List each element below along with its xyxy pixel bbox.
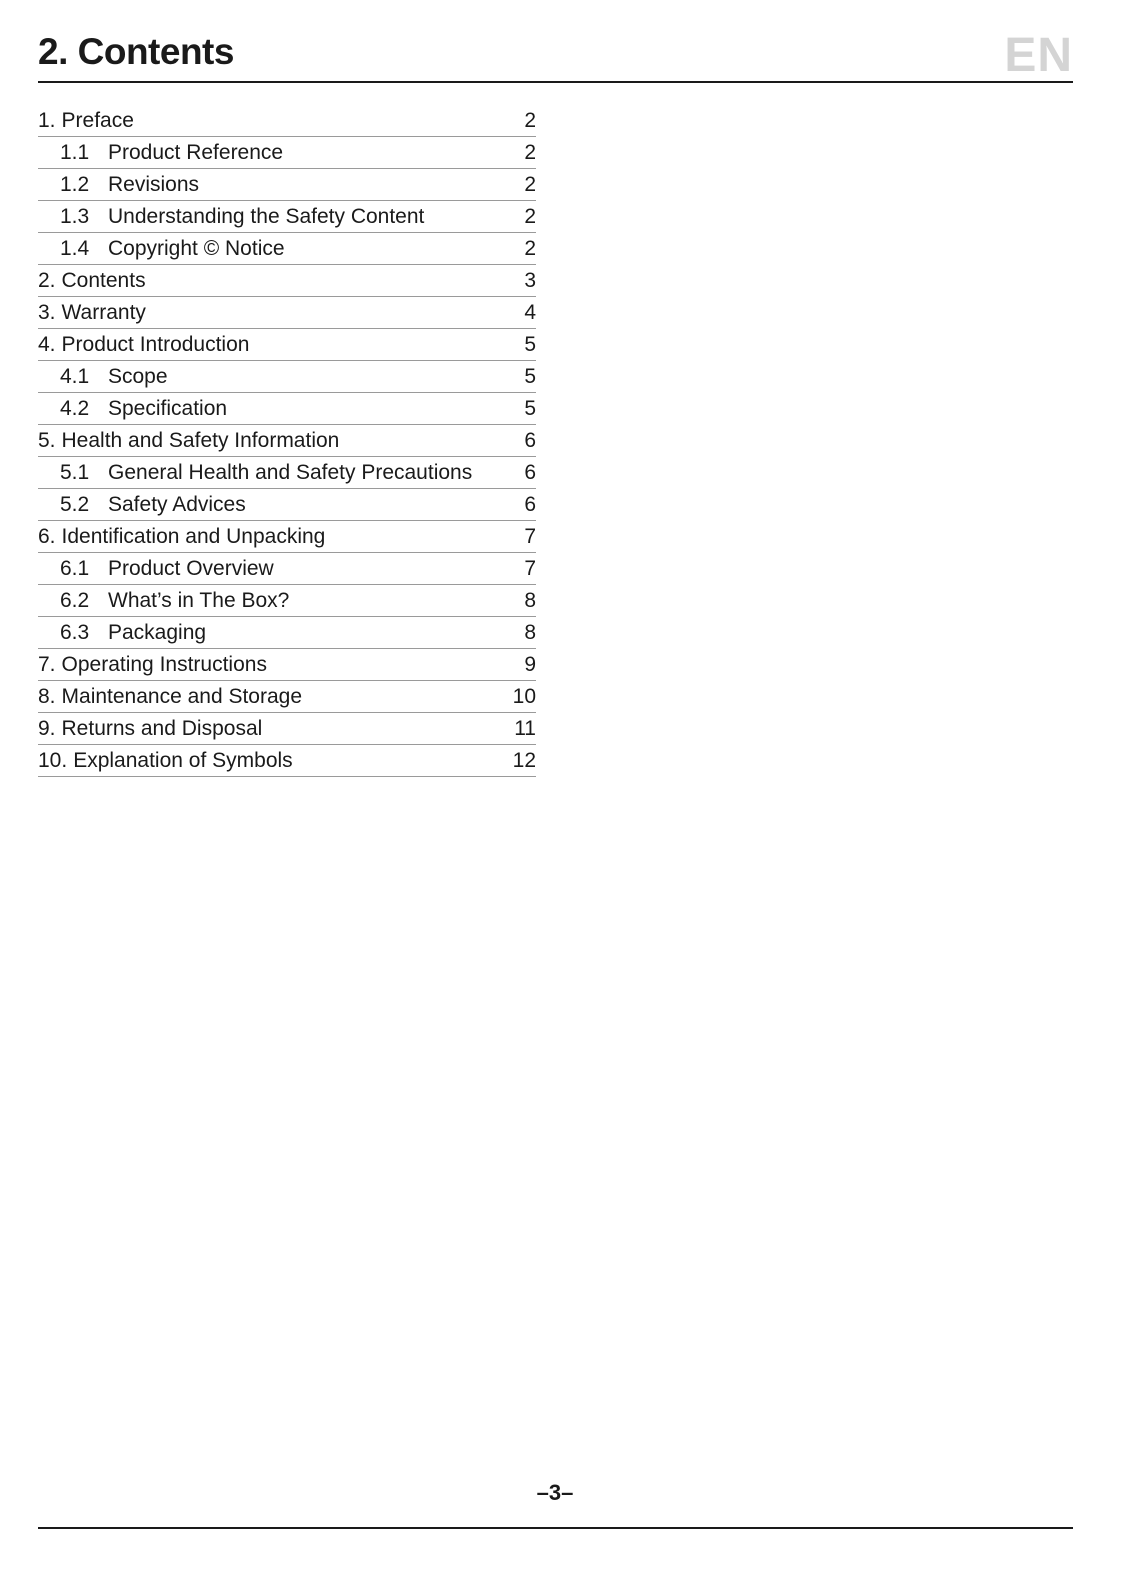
toc-entry-page: 10 xyxy=(512,685,536,708)
toc-entry-page: 5 xyxy=(524,333,536,356)
toc-entry-number: 5.1 xyxy=(60,461,90,484)
toc-entry-title: Understanding the Safety Content xyxy=(108,205,425,228)
toc-entry-page: 8 xyxy=(524,621,536,644)
toc-entry-3[interactable] xyxy=(38,297,536,329)
toc-entry-8[interactable] xyxy=(38,681,536,713)
toc-entry-number: 7. xyxy=(38,653,56,676)
toc-entry-number: 8. xyxy=(38,685,56,708)
toc-entry-number: 2. xyxy=(38,269,56,292)
toc-entry-title: Product Introduction xyxy=(61,333,250,356)
toc-entry-title: Explanation of Symbols xyxy=(73,749,293,772)
toc-entry-4-2[interactable] xyxy=(38,393,536,425)
toc-entry-number: 6. xyxy=(38,525,56,548)
toc-entry-6[interactable] xyxy=(38,521,536,553)
toc-entry-page: 9 xyxy=(524,653,536,676)
toc-entry-title: Returns and Disposal xyxy=(61,717,263,740)
toc-entry-number: 3. xyxy=(38,301,56,324)
toc-entry-page: 4 xyxy=(524,301,536,324)
toc-entry-page: 7 xyxy=(524,525,536,548)
toc-entry-page: 6 xyxy=(524,429,536,452)
toc-entry-title: Product Reference xyxy=(108,141,284,164)
toc-entry-title: Packaging xyxy=(108,621,207,644)
toc-entry-9[interactable] xyxy=(38,713,536,745)
toc-entry-5[interactable] xyxy=(38,425,536,457)
footer-divider xyxy=(38,1527,1073,1529)
language-badge: EN xyxy=(1004,29,1073,82)
toc-entry-title: Scope xyxy=(108,365,168,388)
toc-entry-title: Product Overview xyxy=(108,557,274,580)
toc-entry-page: 7 xyxy=(524,557,536,580)
toc-entry-5-1[interactable] xyxy=(38,457,536,489)
toc-entry-6-2[interactable] xyxy=(38,585,536,617)
table-of-contents xyxy=(38,105,536,777)
toc-entry-title: Safety Advices xyxy=(108,493,246,516)
toc-entry-title: Preface xyxy=(61,109,134,132)
toc-entry-page: 5 xyxy=(524,397,536,420)
toc-entry-number: 10. xyxy=(38,749,68,772)
toc-entry-1[interactable] xyxy=(38,105,536,137)
toc-entry-page: 5 xyxy=(524,365,536,388)
toc-entry-number: 5. xyxy=(38,429,56,452)
toc-entry-1-4[interactable] xyxy=(38,233,536,265)
toc-entry-page: 2 xyxy=(524,109,536,132)
toc-entry-title: Health and Safety Information xyxy=(61,429,340,452)
toc-entry-number: 6.2 xyxy=(60,589,90,612)
toc-entry-7[interactable] xyxy=(38,649,536,681)
toc-entry-page: 2 xyxy=(524,237,536,260)
toc-entry-page: 3 xyxy=(524,269,536,292)
toc-entry-title: Copyright © Notice xyxy=(108,237,285,260)
toc-entry-1-1[interactable] xyxy=(38,137,536,169)
header-divider xyxy=(38,81,1073,83)
toc-entry-number: 5.2 xyxy=(60,493,90,516)
toc-entry-title: Maintenance and Storage xyxy=(61,685,303,708)
toc-entry-page: 6 xyxy=(524,461,536,484)
toc-entry-page: 2 xyxy=(524,141,536,164)
toc-entry-title: Warranty xyxy=(61,301,146,324)
toc-entry-number: 4. xyxy=(38,333,56,356)
toc-entry-number: 1. xyxy=(38,109,56,132)
toc-entry-title: Identification and Unpacking xyxy=(61,525,326,548)
toc-entry-title: Operating Instructions xyxy=(61,653,267,676)
toc-entry-number: 1.4 xyxy=(60,237,90,260)
toc-entry-page: 6 xyxy=(524,493,536,516)
toc-entry-2[interactable] xyxy=(38,265,536,297)
toc-entry-title: Specification xyxy=(108,397,228,420)
toc-entry-4[interactable] xyxy=(38,329,536,361)
toc-entry-4-1[interactable] xyxy=(38,361,536,393)
toc-entry-10[interactable] xyxy=(38,745,536,777)
page-number: –3– xyxy=(536,1480,574,1505)
toc-entry-title: Revisions xyxy=(108,173,200,196)
toc-entry-5-2[interactable] xyxy=(38,489,536,521)
toc-entry-page: 2 xyxy=(524,173,536,196)
toc-entry-number: 1.2 xyxy=(60,173,90,196)
toc-entry-page: 12 xyxy=(512,749,536,772)
toc-entry-number: 1.3 xyxy=(60,205,90,228)
toc-entry-number: 6.3 xyxy=(60,621,90,644)
toc-entry-title: General Health and Safety Precautions xyxy=(108,461,473,484)
toc-entry-number: 4.1 xyxy=(60,365,90,388)
toc-entry-title: What’s in The Box? xyxy=(108,589,290,612)
toc-entry-number: 9. xyxy=(38,717,56,740)
page-title: 2. Contents xyxy=(38,31,234,72)
toc-entry-number: 6.1 xyxy=(60,557,90,580)
toc-entry-6-3[interactable] xyxy=(38,617,536,649)
toc-entry-1-3[interactable] xyxy=(38,201,536,233)
toc-entry-6-1[interactable] xyxy=(38,553,536,585)
toc-entry-title: Contents xyxy=(61,269,146,292)
toc-entry-page: 11 xyxy=(514,717,536,740)
toc-entry-1-2[interactable] xyxy=(38,169,536,201)
toc-entry-page: 2 xyxy=(524,205,536,228)
toc-entry-number: 4.2 xyxy=(60,397,90,420)
toc-entry-page: 8 xyxy=(524,589,536,612)
toc-entry-number: 1.1 xyxy=(60,141,90,164)
